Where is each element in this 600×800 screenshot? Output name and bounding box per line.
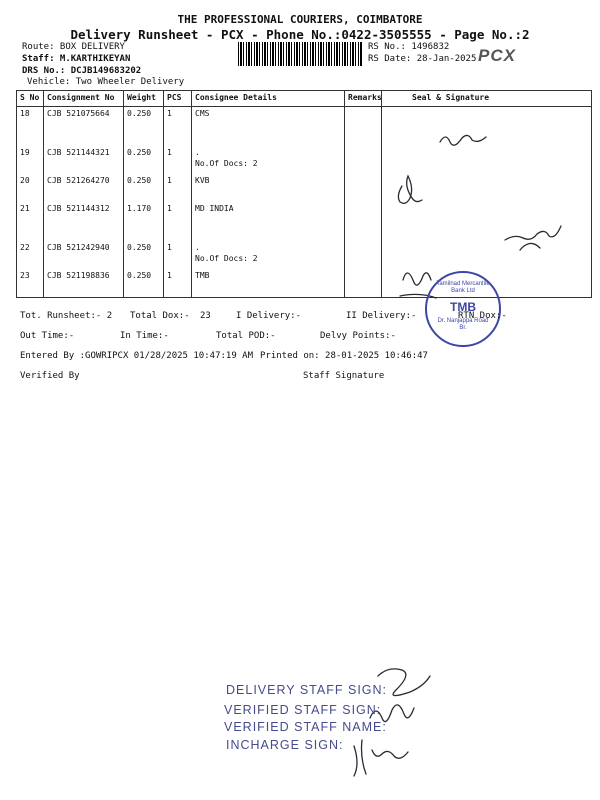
weight-cell: 0.250	[124, 174, 164, 202]
signature-stamp-3	[354, 740, 408, 776]
consignment-cell: CJB 521242940	[44, 230, 124, 269]
weight-cell: 0.250	[124, 107, 164, 136]
pcs-cell: 1	[164, 269, 192, 298]
consignment-cell: CJB 521264270	[44, 174, 124, 202]
consignment-cell: CJB 521144321	[44, 135, 124, 174]
consignee-cell: KVB	[192, 174, 345, 202]
consignee-cell: MD INDIA	[192, 202, 345, 230]
consignee-cell: CMS	[192, 107, 345, 136]
consignment-cell: CJB 521075664	[44, 107, 124, 136]
weight-cell: 0.250	[124, 230, 164, 269]
stamp-incharge-sign: INCHARGE SIGN:	[226, 738, 344, 752]
stamp-delivery-staff-sign: DELIVERY STAFF SIGN:	[226, 683, 388, 697]
route: Route: BOX DELIVERY	[22, 42, 125, 52]
delvy-points: Delvy Points:-	[320, 331, 396, 341]
sno-cell: 23	[17, 269, 44, 298]
docs-note: No.Of Docs: 2	[195, 159, 258, 168]
tot-runsheet: Tot. Runsheet:- 2	[20, 311, 113, 321]
consignee-cell: TMB	[192, 269, 345, 298]
out-time: Out Time:-	[20, 331, 75, 341]
seal-branch: Dr. Nanjappa Road Br.	[437, 318, 489, 331]
column-header: Consignee Details	[192, 91, 345, 107]
signature-row19	[440, 135, 486, 145]
weight-cell: 0.250	[124, 135, 164, 174]
sno-cell: 20	[17, 174, 44, 202]
staff-name: Staff: M.KARTHIKEYAN	[22, 54, 131, 64]
stamp-verified-staff-name: VERIFIED STAFF NAME:	[224, 720, 387, 734]
pcs-cell: 1	[164, 230, 192, 269]
rs-date: RS Date: 28-Jan-2025	[368, 54, 477, 64]
vehicle: Vehicle: Two Wheeler Delivery	[27, 77, 185, 87]
pcs-cell: 1	[164, 174, 192, 202]
weight-cell: 0.250	[124, 269, 164, 298]
docs-note: No.Of Docs: 2	[195, 254, 258, 263]
pcx-logo: PCX	[478, 46, 516, 65]
column-header: Remarks	[345, 91, 382, 107]
company-name: THE PROFESSIONAL COURIERS, COIMBATORE	[177, 13, 423, 26]
column-header: S No	[17, 91, 44, 107]
total-pod: Total POD:-	[216, 331, 276, 341]
column-header: PCS	[164, 91, 192, 107]
bank-seal	[425, 271, 501, 347]
i-delivery: I Delivery:-	[236, 311, 302, 321]
column-header: Seal & Signature	[382, 91, 592, 107]
ii-delivery: II Delivery:-	[346, 311, 417, 321]
entered-by: Entered By :GOWRIPCX 01/28/2025 10:47:19 AM	[20, 351, 253, 361]
seal-bank-name: Tamilnad Mercantile Bank Ltd	[436, 281, 490, 294]
staff-signature: Staff Signature	[303, 371, 385, 381]
in-time: In Time:-	[120, 331, 169, 341]
consignment-cell: CJB 521144312	[44, 202, 124, 230]
sno-cell: 18	[17, 107, 44, 136]
stamp-verified-staff-sign: VERIFIED STAFF SIGN:	[224, 703, 382, 717]
signature-row20	[398, 176, 422, 203]
verified-by: Verified By	[20, 371, 80, 381]
pcs-cell: 1	[164, 135, 192, 174]
sno-cell: 22	[17, 230, 44, 269]
total-dox-value: 23	[200, 311, 211, 321]
printed-on: Printed on: 28-01-2025 10:46:47	[260, 351, 428, 361]
sno-cell: 19	[17, 135, 44, 174]
runsheet-title: Delivery Runsheet - PCX - Phone No.:0422-3505555 - Page No.:2	[70, 27, 530, 42]
consignee-name: .	[195, 243, 200, 252]
weight-cell: 1.170	[124, 202, 164, 230]
column-header: Weight	[124, 91, 164, 107]
consignment-cell: CJB 521198836	[44, 269, 124, 298]
pcs-cell: 1	[164, 107, 192, 136]
signature-row21	[505, 226, 561, 250]
sno-cell: 21	[17, 202, 44, 230]
total-dox-label: Total Dox:-	[130, 311, 190, 321]
pcs-cell: 1	[164, 202, 192, 230]
rtn-dox: RTN Dox:-	[458, 311, 507, 321]
consignee-name: .	[195, 148, 200, 157]
drs-number: DRS No.: DCJB149683202	[22, 66, 142, 76]
column-header: Consignment No	[44, 91, 124, 107]
seal-logo: TMB	[450, 300, 476, 314]
rs-number: RS No.: 1496832	[368, 42, 450, 52]
